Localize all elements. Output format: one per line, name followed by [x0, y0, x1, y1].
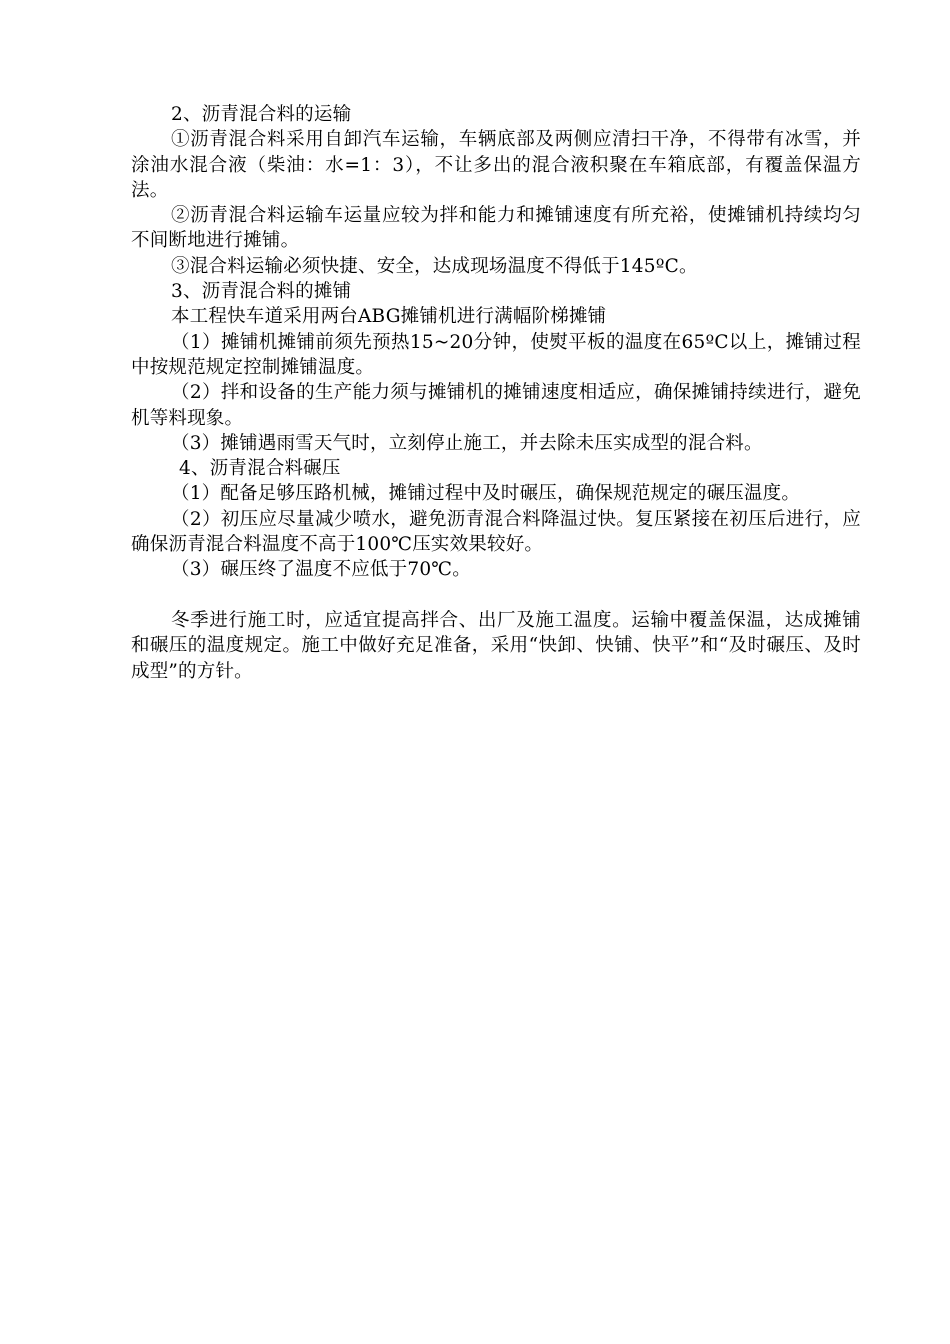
compaction-item-3: （3）碾压终了温度不应低于70℃。: [171, 559, 471, 581]
transport-item-3: ③混合料运输必须快捷、安全，达成现场温度不得低于145ºC。: [171, 255, 698, 277]
paving-item-3: （3）摊铺遇雨雪天气时，立刻停止施工，并去除未压实成型的混合料。: [171, 432, 763, 454]
paragraph-spacer: [131, 583, 861, 608]
paving-item-2: （2）拌和设备的生产能力须与摊铺机的摊铺速度相适应，确保摊铺持续进行，避免机等料现象。: [131, 382, 861, 429]
section-heading-transport: 2、沥青混合料的运输: [171, 104, 352, 125]
paving-item-1: （1）摊铺机摊铺前须先预热15~20分钟，使熨平板的温度在65ºC以上，摊铺过程中按规范规定控制摊铺温度。: [131, 331, 861, 378]
compaction-item-2: （2）初压应尽量减少喷水，避免沥青混合料降温过快。复压紧接在初压后进行，应确保沥青混合料温度不高于100℃压实效果较好。: [131, 508, 861, 556]
winter-construction-paragraph: 冬季进行施工时，应适宜提高拌合、出厂及施工温度。运输中覆盖保温，达成摊铺和碾压的温度规定。施工中做好充足准备，采用“快卸、快铺、快平”和“及时碾压、及时成型”的方针。: [131, 609, 861, 682]
document-body: [131, 102, 861, 684]
section-heading-compaction: 4、沥青混合料碾压: [179, 458, 341, 480]
transport-item-1: ①沥青混合料采用自卸汽车运输，车辆底部及两侧应清扫干净，不得带有冰雪，并涂油水混合液（柴油：水=1：3），不让多出的混合液积聚在车箱底部，有覆盖保温方法。: [131, 129, 861, 201]
section-heading-paving: 3、沥青混合料的摊铺: [171, 281, 352, 303]
paving-intro: 本工程快车道采用两台ABG摊铺机进行满幅阶梯摊铺: [171, 306, 607, 328]
compaction-item-1: （1）配备足够压路机械，摊铺过程中及时碾压，确保规范规定的碾压温度。: [171, 483, 801, 505]
transport-item-2: ②沥青混合料运输车运量应较为拌和能力和摊铺速度有所充裕，使摊铺机持续均匀不间断地进行摊铺。: [131, 205, 861, 252]
